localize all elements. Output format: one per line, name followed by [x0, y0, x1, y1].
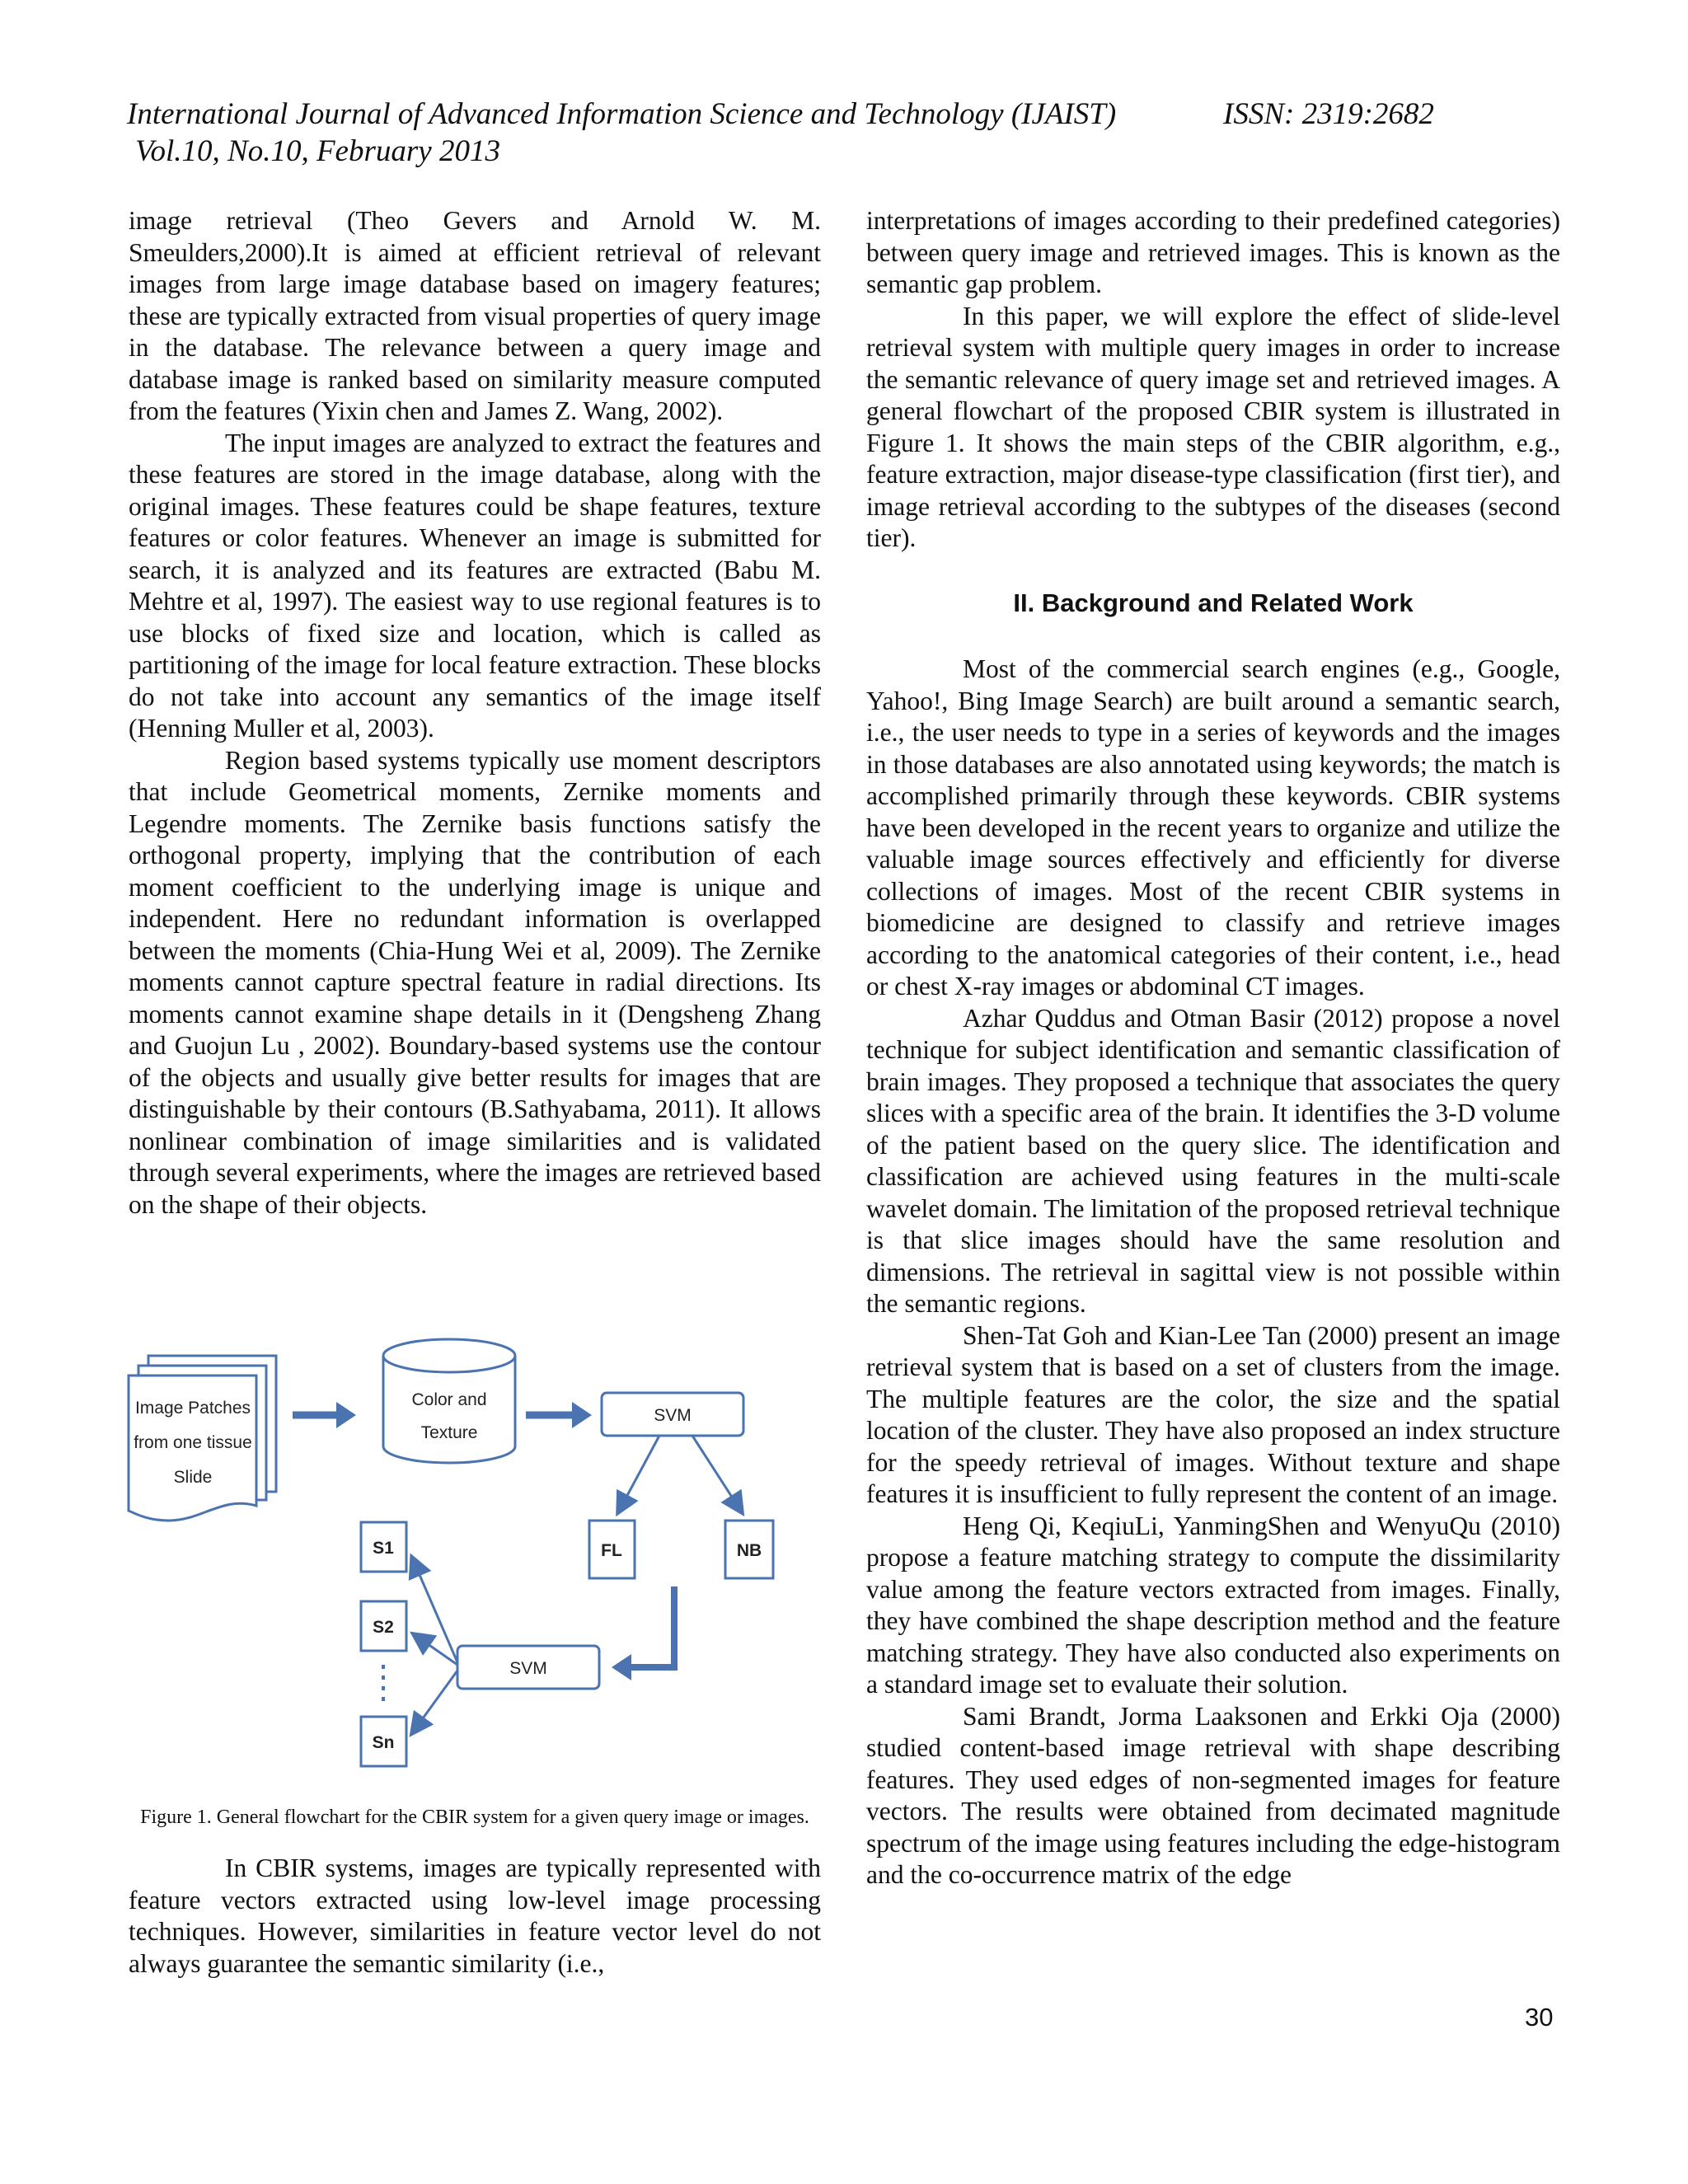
- flowchart-svg: [124, 1331, 824, 1801]
- right-column: [866, 205, 1560, 1891]
- paragraph: Most of the commercial search engines (e.g., Google, Yahoo!, Bing Image Search) are built around a semantic search, i.e., the user needs to type in a series of keywords and the images in those databases are also annotated using keywords; the match is accomplished primarily through these keywords. CBIR systems have been developed in the recent years to organize and utilize the valuable image sources effectively and efficiently for diverse collections of images. Most of the recent CBIR systems in biomedicine are designed to classify and retrieve images according to the anatomical categories of their content, i.e., head or chest X-ray images or abdominal CT images.: [866, 654, 1560, 1001]
- fl-label: FL: [601, 1541, 622, 1560]
- left-column: [129, 205, 821, 1221]
- paragraph: image retrieval (Theo Gevers and Arnold W. M. Smeulders,2000).It is aimed at efficient retrieval of relevant images from large image database based on imagery features; these are typically extracted from visual properties of query image in the database. The relevance between a query image and database image is ranked based on similarity measure computed from the features (Yixin chen and James Z. Wang, 2002).: [129, 206, 821, 425]
- s1-label: S1: [373, 1539, 394, 1558]
- paragraph: Sami Brandt, Jorma Laaksonen and Erkki Oja (2000) studied content-based image retrieval with shape describing features. They used edges of non-segmented images for feature vectors. The results were obtained from decimated magnitude spectrum of the image using features including the edge-histogram and the co-occurrence matrix of the edge: [866, 1701, 1560, 1889]
- svm-bottom-label: SVM: [509, 1659, 547, 1678]
- arrow-to-s1: [412, 1558, 457, 1662]
- elbow-arrow-icon: [612, 1586, 674, 1680]
- paragraph: interpretations of images according to their predefined categories) between query image and retrieved images. This is known as the semantic gap problem.: [866, 206, 1560, 298]
- journal-title: International Journal of Advanced Information Science and Technology (IJAIST): [127, 97, 1117, 131]
- sn-label: Sn: [372, 1733, 395, 1752]
- db-label-2: Texture: [420, 1423, 478, 1442]
- section-heading: II. Background and Related Work: [1013, 588, 1414, 617]
- patches-label-2: from one tissue: [134, 1433, 252, 1452]
- journal-header: [127, 96, 1434, 170]
- paragraph: In CBIR systems, images are typically represented with feature vectors extracted using low-level image processing techniques. However, similarities in feature vector level do not always guarantee the semantic similarity (i.e.,: [129, 1854, 821, 1978]
- patches-label-1: Image Patches: [134, 1399, 251, 1418]
- db-label-1: Color and: [411, 1390, 487, 1409]
- database-icon: [383, 1339, 515, 1463]
- arrow-to-sn: [412, 1671, 457, 1733]
- figure-caption: Figure 1. General flowchart for the CBIR system for a given query image or images.: [140, 1807, 809, 1828]
- arrow-to-fl: [618, 1436, 659, 1512]
- paragraph: In this paper, we will explore the effect of slide-level retrieval system with multiple query images in order to increase the semantic relevance of query image set and retrieved images. A general flowchart of the proposed CBIR system is illustrated in Figure 1. It shows the main steps of the CBIR algorithm, e.g., feature extraction, major disease-type classification (first tier), and image retrieval according to the subtypes of the diseases (second tier).: [866, 301, 1560, 552]
- arrow-to-nb: [692, 1436, 742, 1512]
- paragraph: Azhar Quddus and Otman Basir (2012) propose a novel technique for subject identification and semantic classification of brain images. They proposed a technique that associates the query slices with a specific area of the brain. It identifies the 3-D volume of the patient based on the query slice. The identification and classification are achieved using features in the multi-scale wavelet domain. The limitation of the proposed retrieval technique is that slice images should have the same resolution and dimensions. The retrieval in sagittal view is not possible within the semantic regions.: [866, 1003, 1560, 1318]
- image-patches-stack: [129, 1356, 276, 1521]
- paragraph: Region based systems typically use moment descriptors that include Geometrical moments, Zernike moments and Legendre moments. The Zernike basis functions satisfy the orthogonal property, implying that the contribution of each moment coefficient to the underlying image is unique and independent. Here no redundant information is overlapped between the moments (Chia-Hung Wei et al, 2009). The Zernike moments cannot capture spectral feature in radial directions. Its moments cannot examine shape details in it (Dengsheng Zhang and Guojun Lu , 2002). Boundary-based systems use the contour of the objects and usually give better results for images that are distinguishable by their contours (B.Sathyabama, 2011). It allows nonlinear combination of image similarities and is validated through several experiments, where the images are retrieved based on the shape of their objects.: [129, 745, 821, 1219]
- arrow-right-icon: [526, 1402, 592, 1428]
- paragraph: Heng Qi, KeqiuLi, YanmingShen and WenyuQu (2010) propose a feature matching strategy to compute the dissimilarity value among the feature vectors extracted from images. Finally, they have combined the shape description method and the feature matching strategy. They have also conducted also experiments on a standard image set to evaluate their solution.: [866, 1511, 1560, 1699]
- page-number: 30: [1525, 2003, 1554, 2032]
- patches-label-3: Slide: [173, 1468, 213, 1487]
- svm-top-label: SVM: [654, 1406, 692, 1425]
- nb-label: NB: [736, 1541, 762, 1560]
- s2-label: S2: [373, 1618, 394, 1637]
- left-column-continued: [129, 1853, 821, 1980]
- paragraph: Shen-Tat Goh and Kian-Lee Tan (2000) present an image retrieval system that is based on a set of clusters from the image. The multiple features are the color, the size and the spatial location of the cluster. They have also proposed an index structure for the speedy retrieval of images. Without texture and shape features it is insufficient to fully represent the content of an image.: [866, 1320, 1560, 1508]
- paragraph: The input images are analyzed to extract the features and these features are stored in the image database, along with the original images. These features could be shape features, texture features or color features. Whenever an image is submitted for search, it is analyzed and its features are extracted (Babu M. Mehtre et al, 1997). The easiest way to use regional features is to use blocks of fixed size and location, which is called as partitioning of the image for local feature extraction. These blocks do not take into account any semantics of the image itself (Henning Muller et al, 2003).: [129, 428, 821, 743]
- figure-1-flowchart: [124, 1331, 824, 1801]
- journal-issn: ISSN: 2319:2682: [1223, 97, 1434, 131]
- journal-volume: Vol.10, No.10, February 2013: [135, 134, 500, 168]
- arrow-right-icon: [293, 1402, 356, 1428]
